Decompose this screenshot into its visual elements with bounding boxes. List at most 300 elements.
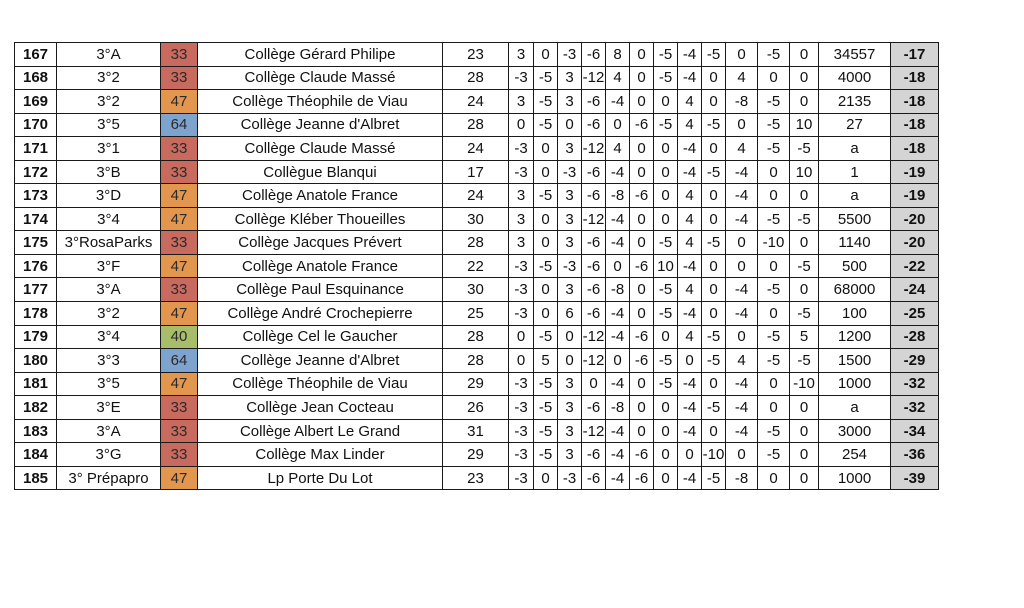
total-cell: -18 (891, 113, 939, 137)
total-cell: -32 (891, 372, 939, 396)
score-cell: -6 (582, 254, 606, 278)
value-cell: 1140 (819, 231, 891, 255)
total-cell: -29 (891, 349, 939, 373)
class-cell: 3°3 (57, 349, 161, 373)
class-cell: 3°2 (57, 66, 161, 90)
class-cell: 3°1 (57, 137, 161, 161)
score-cell: -5 (534, 90, 558, 114)
school-name-cell: Collège Gérard Philipe (198, 43, 443, 67)
total-cell: -19 (891, 160, 939, 184)
total-cell: -24 (891, 278, 939, 302)
total-cell: -20 (891, 207, 939, 231)
score-cell: 0 (534, 207, 558, 231)
table-row (15, 113, 939, 137)
score-cell: 4 (678, 90, 702, 114)
class-cell: 3°A (57, 419, 161, 443)
score-cell: -4 (726, 184, 758, 208)
score-cell: -6 (630, 325, 654, 349)
students-cell: 28 (443, 325, 509, 349)
score-cell: 4 (678, 231, 702, 255)
score-cell: -5 (534, 184, 558, 208)
table-row (15, 443, 939, 467)
score-cell: -5 (758, 419, 790, 443)
table-row (15, 90, 939, 114)
school-name-cell: Collège Anatole France (198, 184, 443, 208)
score-cell: -4 (726, 207, 758, 231)
score-cell: 4 (726, 349, 758, 373)
score-cell: -4 (678, 396, 702, 420)
score-cell: 0 (790, 419, 819, 443)
score-cell: 0 (702, 372, 726, 396)
score-cell: 3 (558, 443, 582, 467)
score-cell: -4 (726, 160, 758, 184)
score-cell: -4 (726, 372, 758, 396)
score-cell: -5 (534, 372, 558, 396)
score-cell: 0 (630, 66, 654, 90)
score-cell: 0 (702, 254, 726, 278)
value-cell: 1500 (819, 349, 891, 373)
score-cell: -12 (582, 66, 606, 90)
score-cell: 0 (758, 184, 790, 208)
score-cell: 0 (630, 43, 654, 67)
score-cell: -12 (582, 349, 606, 373)
department-badge: 33 (161, 137, 198, 161)
value-cell: 5500 (819, 207, 891, 231)
score-cell: -5 (758, 207, 790, 231)
score-cell: 0 (702, 184, 726, 208)
total-cell: -20 (891, 231, 939, 255)
score-cell: 0 (758, 66, 790, 90)
table-row (15, 184, 939, 208)
score-cell: 0 (790, 231, 819, 255)
score-cell: 0 (630, 207, 654, 231)
score-cell: -4 (606, 90, 630, 114)
score-cell: 0 (654, 137, 678, 161)
table-row (15, 278, 939, 302)
score-cell: -8 (726, 466, 758, 490)
score-cell: -6 (630, 349, 654, 373)
school-name-cell: Collège Théophile de Viau (198, 372, 443, 396)
rank-cell: 176 (15, 254, 57, 278)
school-name-cell: Collège Anatole France (198, 254, 443, 278)
rank-cell: 182 (15, 396, 57, 420)
department-badge: 40 (161, 325, 198, 349)
rank-cell: 168 (15, 66, 57, 90)
total-cell: -17 (891, 43, 939, 67)
table-row (15, 396, 939, 420)
score-cell: -5 (654, 113, 678, 137)
score-cell: -6 (630, 466, 654, 490)
score-cell: -5 (534, 113, 558, 137)
score-cell: 0 (758, 372, 790, 396)
score-cell: -6 (582, 278, 606, 302)
score-cell: -5 (654, 231, 678, 255)
score-cell: -5 (534, 66, 558, 90)
score-cell: -5 (534, 254, 558, 278)
department-badge: 47 (161, 466, 198, 490)
score-cell: -4 (606, 302, 630, 326)
score-cell: 4 (726, 137, 758, 161)
rank-cell: 172 (15, 160, 57, 184)
score-cell: 0 (558, 325, 582, 349)
value-cell: a (819, 396, 891, 420)
score-cell: 0 (702, 90, 726, 114)
score-cell: 0 (534, 231, 558, 255)
rank-cell: 171 (15, 137, 57, 161)
score-cell: 0 (630, 160, 654, 184)
students-cell: 28 (443, 231, 509, 255)
score-cell: 3 (558, 372, 582, 396)
table-row (15, 372, 939, 396)
value-cell: 34557 (819, 43, 891, 67)
score-cell: 3 (558, 137, 582, 161)
score-cell: 3 (558, 207, 582, 231)
score-cell: 0 (630, 396, 654, 420)
school-name-cell: Collège Jacques Prévert (198, 231, 443, 255)
score-cell: 0 (758, 302, 790, 326)
score-cell: -3 (558, 466, 582, 490)
score-cell: -6 (582, 184, 606, 208)
rank-cell: 169 (15, 90, 57, 114)
score-cell: 0 (654, 396, 678, 420)
department-badge: 47 (161, 372, 198, 396)
table-row (15, 43, 939, 67)
score-cell: -3 (558, 254, 582, 278)
score-cell: -6 (582, 43, 606, 67)
class-cell: 3°4 (57, 325, 161, 349)
score-cell: 0 (654, 325, 678, 349)
score-cell: 0 (726, 325, 758, 349)
score-cell: 4 (678, 325, 702, 349)
value-cell: a (819, 184, 891, 208)
score-cell: 0 (534, 160, 558, 184)
score-cell: 0 (790, 66, 819, 90)
students-cell: 22 (443, 254, 509, 278)
score-cell: -4 (606, 325, 630, 349)
score-cell: -5 (654, 372, 678, 396)
students-cell: 28 (443, 113, 509, 137)
score-cell: 4 (678, 184, 702, 208)
score-cell: 0 (758, 160, 790, 184)
class-cell: 3°RosaParks (57, 231, 161, 255)
score-cell: 3 (509, 184, 534, 208)
table-row (15, 137, 939, 161)
class-cell: 3°5 (57, 113, 161, 137)
students-cell: 29 (443, 443, 509, 467)
total-cell: -34 (891, 419, 939, 443)
score-cell: -6 (630, 113, 654, 137)
score-cell: 0 (534, 466, 558, 490)
department-badge: 33 (161, 66, 198, 90)
score-cell: 0 (678, 349, 702, 373)
score-cell: -5 (758, 325, 790, 349)
score-cell: 0 (702, 137, 726, 161)
students-cell: 25 (443, 302, 509, 326)
score-cell: 0 (630, 372, 654, 396)
score-cell: 0 (758, 466, 790, 490)
score-cell: 0 (630, 90, 654, 114)
score-cell: -3 (509, 137, 534, 161)
school-name-cell: Lp Porte Du Lot (198, 466, 443, 490)
score-cell: -5 (654, 302, 678, 326)
score-cell: -4 (606, 443, 630, 467)
table-row (15, 160, 939, 184)
rank-cell: 178 (15, 302, 57, 326)
value-cell: 1000 (819, 466, 891, 490)
score-cell: 3 (558, 90, 582, 114)
students-cell: 23 (443, 466, 509, 490)
department-badge: 64 (161, 113, 198, 137)
department-badge: 33 (161, 231, 198, 255)
score-cell: -3 (509, 278, 534, 302)
score-cell: -4 (606, 231, 630, 255)
score-cell: -4 (726, 419, 758, 443)
total-cell: -25 (891, 302, 939, 326)
score-cell: 0 (726, 254, 758, 278)
class-cell: 3°2 (57, 90, 161, 114)
students-cell: 28 (443, 349, 509, 373)
school-name-cell: Collège André Crochepierre (198, 302, 443, 326)
score-cell: 0 (654, 443, 678, 467)
department-badge: 47 (161, 302, 198, 326)
department-badge: 47 (161, 254, 198, 278)
students-cell: 28 (443, 66, 509, 90)
school-name-cell: Collège Albert Le Grand (198, 419, 443, 443)
total-cell: -18 (891, 137, 939, 161)
score-cell: -4 (678, 66, 702, 90)
table-row (15, 231, 939, 255)
rank-cell: 185 (15, 466, 57, 490)
score-cell: 0 (630, 278, 654, 302)
score-cell: 5 (534, 349, 558, 373)
department-badge: 33 (161, 396, 198, 420)
score-cell: -5 (534, 325, 558, 349)
score-cell: -4 (678, 302, 702, 326)
ranking-table (14, 42, 939, 490)
students-cell: 26 (443, 396, 509, 420)
school-name-cell: Collège Cel le Gaucher (198, 325, 443, 349)
department-badge: 33 (161, 43, 198, 67)
score-cell: -5 (702, 160, 726, 184)
score-cell: -6 (582, 302, 606, 326)
total-cell: -19 (891, 184, 939, 208)
department-badge: 47 (161, 207, 198, 231)
score-cell: 10 (654, 254, 678, 278)
score-cell: -4 (678, 137, 702, 161)
score-cell: 5 (790, 325, 819, 349)
value-cell: 1000 (819, 372, 891, 396)
score-cell: -6 (582, 113, 606, 137)
score-cell: -4 (678, 419, 702, 443)
value-cell: 4000 (819, 66, 891, 90)
table-row (15, 254, 939, 278)
score-cell: 3 (558, 66, 582, 90)
score-cell: -4 (726, 396, 758, 420)
score-cell: -3 (509, 372, 534, 396)
total-cell: -22 (891, 254, 939, 278)
score-cell: -5 (758, 43, 790, 67)
score-cell: 0 (790, 184, 819, 208)
rank-cell: 184 (15, 443, 57, 467)
score-cell: -5 (654, 66, 678, 90)
score-cell: -5 (790, 349, 819, 373)
total-cell: -39 (891, 466, 939, 490)
score-cell: -4 (678, 43, 702, 67)
score-cell: 0 (654, 207, 678, 231)
value-cell: 3000 (819, 419, 891, 443)
score-cell: 0 (790, 466, 819, 490)
total-cell: -32 (891, 396, 939, 420)
students-cell: 31 (443, 419, 509, 443)
score-cell: 0 (606, 254, 630, 278)
department-badge: 33 (161, 419, 198, 443)
score-cell: -5 (790, 302, 819, 326)
students-cell: 17 (443, 160, 509, 184)
school-name-cell: Collège Jean Cocteau (198, 396, 443, 420)
score-cell: -5 (758, 113, 790, 137)
score-cell: -10 (758, 231, 790, 255)
score-cell: -4 (726, 302, 758, 326)
score-cell: 0 (534, 43, 558, 67)
school-name-cell: Collège Paul Esquinance (198, 278, 443, 302)
score-cell: 4 (678, 207, 702, 231)
score-cell: 3 (558, 231, 582, 255)
score-cell: 0 (630, 137, 654, 161)
school-name-cell: Collège Claude Massé (198, 137, 443, 161)
class-cell: 3°5 (57, 372, 161, 396)
score-cell: 0 (726, 443, 758, 467)
class-cell: 3°F (57, 254, 161, 278)
school-name-cell: Collège Max Linder (198, 443, 443, 467)
score-cell: -5 (790, 137, 819, 161)
rank-cell: 183 (15, 419, 57, 443)
score-cell: 0 (630, 419, 654, 443)
score-cell: -5 (654, 278, 678, 302)
score-cell: -5 (758, 443, 790, 467)
score-cell: -3 (509, 302, 534, 326)
table-row (15, 302, 939, 326)
score-cell: 0 (790, 396, 819, 420)
score-cell: -6 (582, 396, 606, 420)
score-cell: 0 (790, 278, 819, 302)
score-cell: 4 (606, 66, 630, 90)
score-cell: -3 (509, 160, 534, 184)
rank-cell: 175 (15, 231, 57, 255)
students-cell: 23 (443, 43, 509, 67)
department-badge: 33 (161, 443, 198, 467)
score-cell: -6 (582, 90, 606, 114)
score-cell: -6 (630, 443, 654, 467)
score-cell: -5 (790, 254, 819, 278)
score-cell: -3 (509, 443, 534, 467)
department-badge: 64 (161, 349, 198, 373)
score-cell: -5 (758, 278, 790, 302)
school-name-cell: Collège Kléber Thoueilles (198, 207, 443, 231)
table-row (15, 466, 939, 490)
score-cell: 0 (758, 396, 790, 420)
score-cell: 3 (558, 184, 582, 208)
table-row (15, 207, 939, 231)
score-cell: 4 (678, 113, 702, 137)
score-cell: -5 (758, 349, 790, 373)
rank-cell: 167 (15, 43, 57, 67)
score-cell: 0 (702, 207, 726, 231)
score-cell: -10 (702, 443, 726, 467)
score-cell: -5 (654, 43, 678, 67)
score-cell: 0 (790, 90, 819, 114)
score-cell: 0 (509, 325, 534, 349)
score-cell: -10 (790, 372, 819, 396)
rank-cell: 174 (15, 207, 57, 231)
score-cell: -8 (606, 184, 630, 208)
score-cell: 10 (790, 113, 819, 137)
score-cell: 3 (509, 43, 534, 67)
score-cell: 0 (509, 113, 534, 137)
school-name-cell: Collège Théophile de Viau (198, 90, 443, 114)
score-cell: 0 (534, 278, 558, 302)
score-cell: -5 (702, 325, 726, 349)
department-badge: 47 (161, 184, 198, 208)
ranking-table-body (15, 43, 939, 490)
students-cell: 24 (443, 137, 509, 161)
score-cell: -12 (582, 137, 606, 161)
department-badge: 33 (161, 160, 198, 184)
score-cell: 0 (606, 349, 630, 373)
score-cell: 0 (509, 349, 534, 373)
score-cell: -3 (509, 396, 534, 420)
students-cell: 24 (443, 90, 509, 114)
table-row (15, 66, 939, 90)
value-cell: 254 (819, 443, 891, 467)
score-cell: -8 (606, 396, 630, 420)
score-cell: -3 (509, 419, 534, 443)
value-cell: 2135 (819, 90, 891, 114)
score-cell: -4 (606, 466, 630, 490)
score-cell: -5 (758, 90, 790, 114)
score-cell: 3 (509, 231, 534, 255)
score-cell: -6 (582, 466, 606, 490)
value-cell: 1200 (819, 325, 891, 349)
score-cell: -4 (606, 419, 630, 443)
school-name-cell: Collège Claude Massé (198, 66, 443, 90)
score-cell: 3 (558, 278, 582, 302)
class-cell: 3°4 (57, 207, 161, 231)
rank-cell: 181 (15, 372, 57, 396)
score-cell: -5 (702, 396, 726, 420)
value-cell: a (819, 137, 891, 161)
score-cell: 4 (606, 137, 630, 161)
score-cell: 0 (654, 419, 678, 443)
department-badge: 47 (161, 90, 198, 114)
table-row (15, 325, 939, 349)
class-cell: 3° Prépapro (57, 466, 161, 490)
score-cell: -6 (630, 184, 654, 208)
score-cell: -5 (702, 466, 726, 490)
score-cell: 3 (558, 419, 582, 443)
score-cell: 0 (558, 349, 582, 373)
students-cell: 30 (443, 278, 509, 302)
class-cell: 3°D (57, 184, 161, 208)
class-cell: 3°A (57, 278, 161, 302)
score-cell: 0 (534, 302, 558, 326)
score-cell: 0 (630, 302, 654, 326)
score-cell: -4 (678, 254, 702, 278)
score-cell: -5 (702, 43, 726, 67)
score-cell: -5 (534, 419, 558, 443)
score-cell: 0 (534, 137, 558, 161)
total-cell: -28 (891, 325, 939, 349)
score-cell: -3 (558, 160, 582, 184)
